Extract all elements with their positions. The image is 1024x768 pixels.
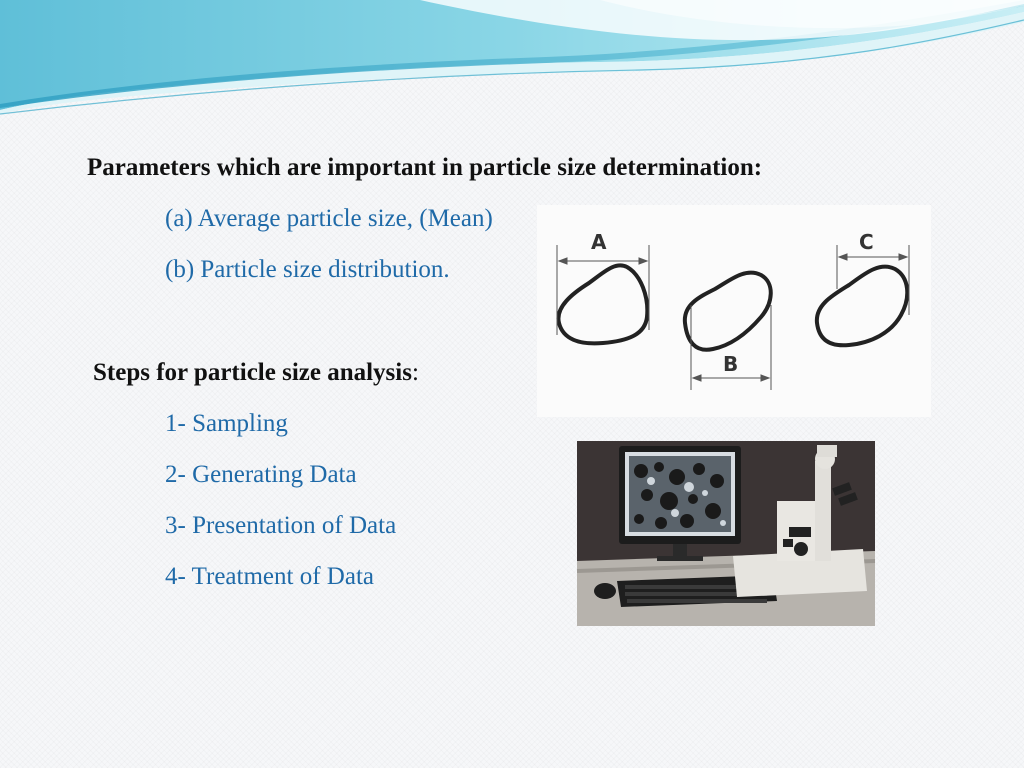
steps-heading <box>93 358 419 388</box>
steps-item: 2- Generating Data <box>165 461 357 488</box>
steps-item: 3- Presentation of Data <box>165 512 397 539</box>
steps-item: 4- Treatment of Data <box>165 563 374 590</box>
params-heading: Parameters which are important in particle size determination: <box>87 154 763 181</box>
params-item: (b) Particle size distribution. <box>165 256 450 283</box>
steps-heading-colon: : <box>411 359 419 386</box>
label-a: A <box>591 230 607 254</box>
params-item: (a) Average particle size, (Mean) <box>165 205 493 232</box>
particle-diameter-figure <box>537 205 931 417</box>
particle-shape-a <box>558 265 647 343</box>
particle-shape-b <box>685 273 771 350</box>
particle-shape-c <box>817 267 907 346</box>
steps-item: 1- Sampling <box>165 410 288 437</box>
label-b: B <box>723 352 739 376</box>
steps-heading-text: Steps for particle size analysis <box>93 359 412 386</box>
microscope-photo <box>577 441 875 626</box>
header-wave-banner <box>0 0 1024 125</box>
label-c: C <box>859 230 874 254</box>
